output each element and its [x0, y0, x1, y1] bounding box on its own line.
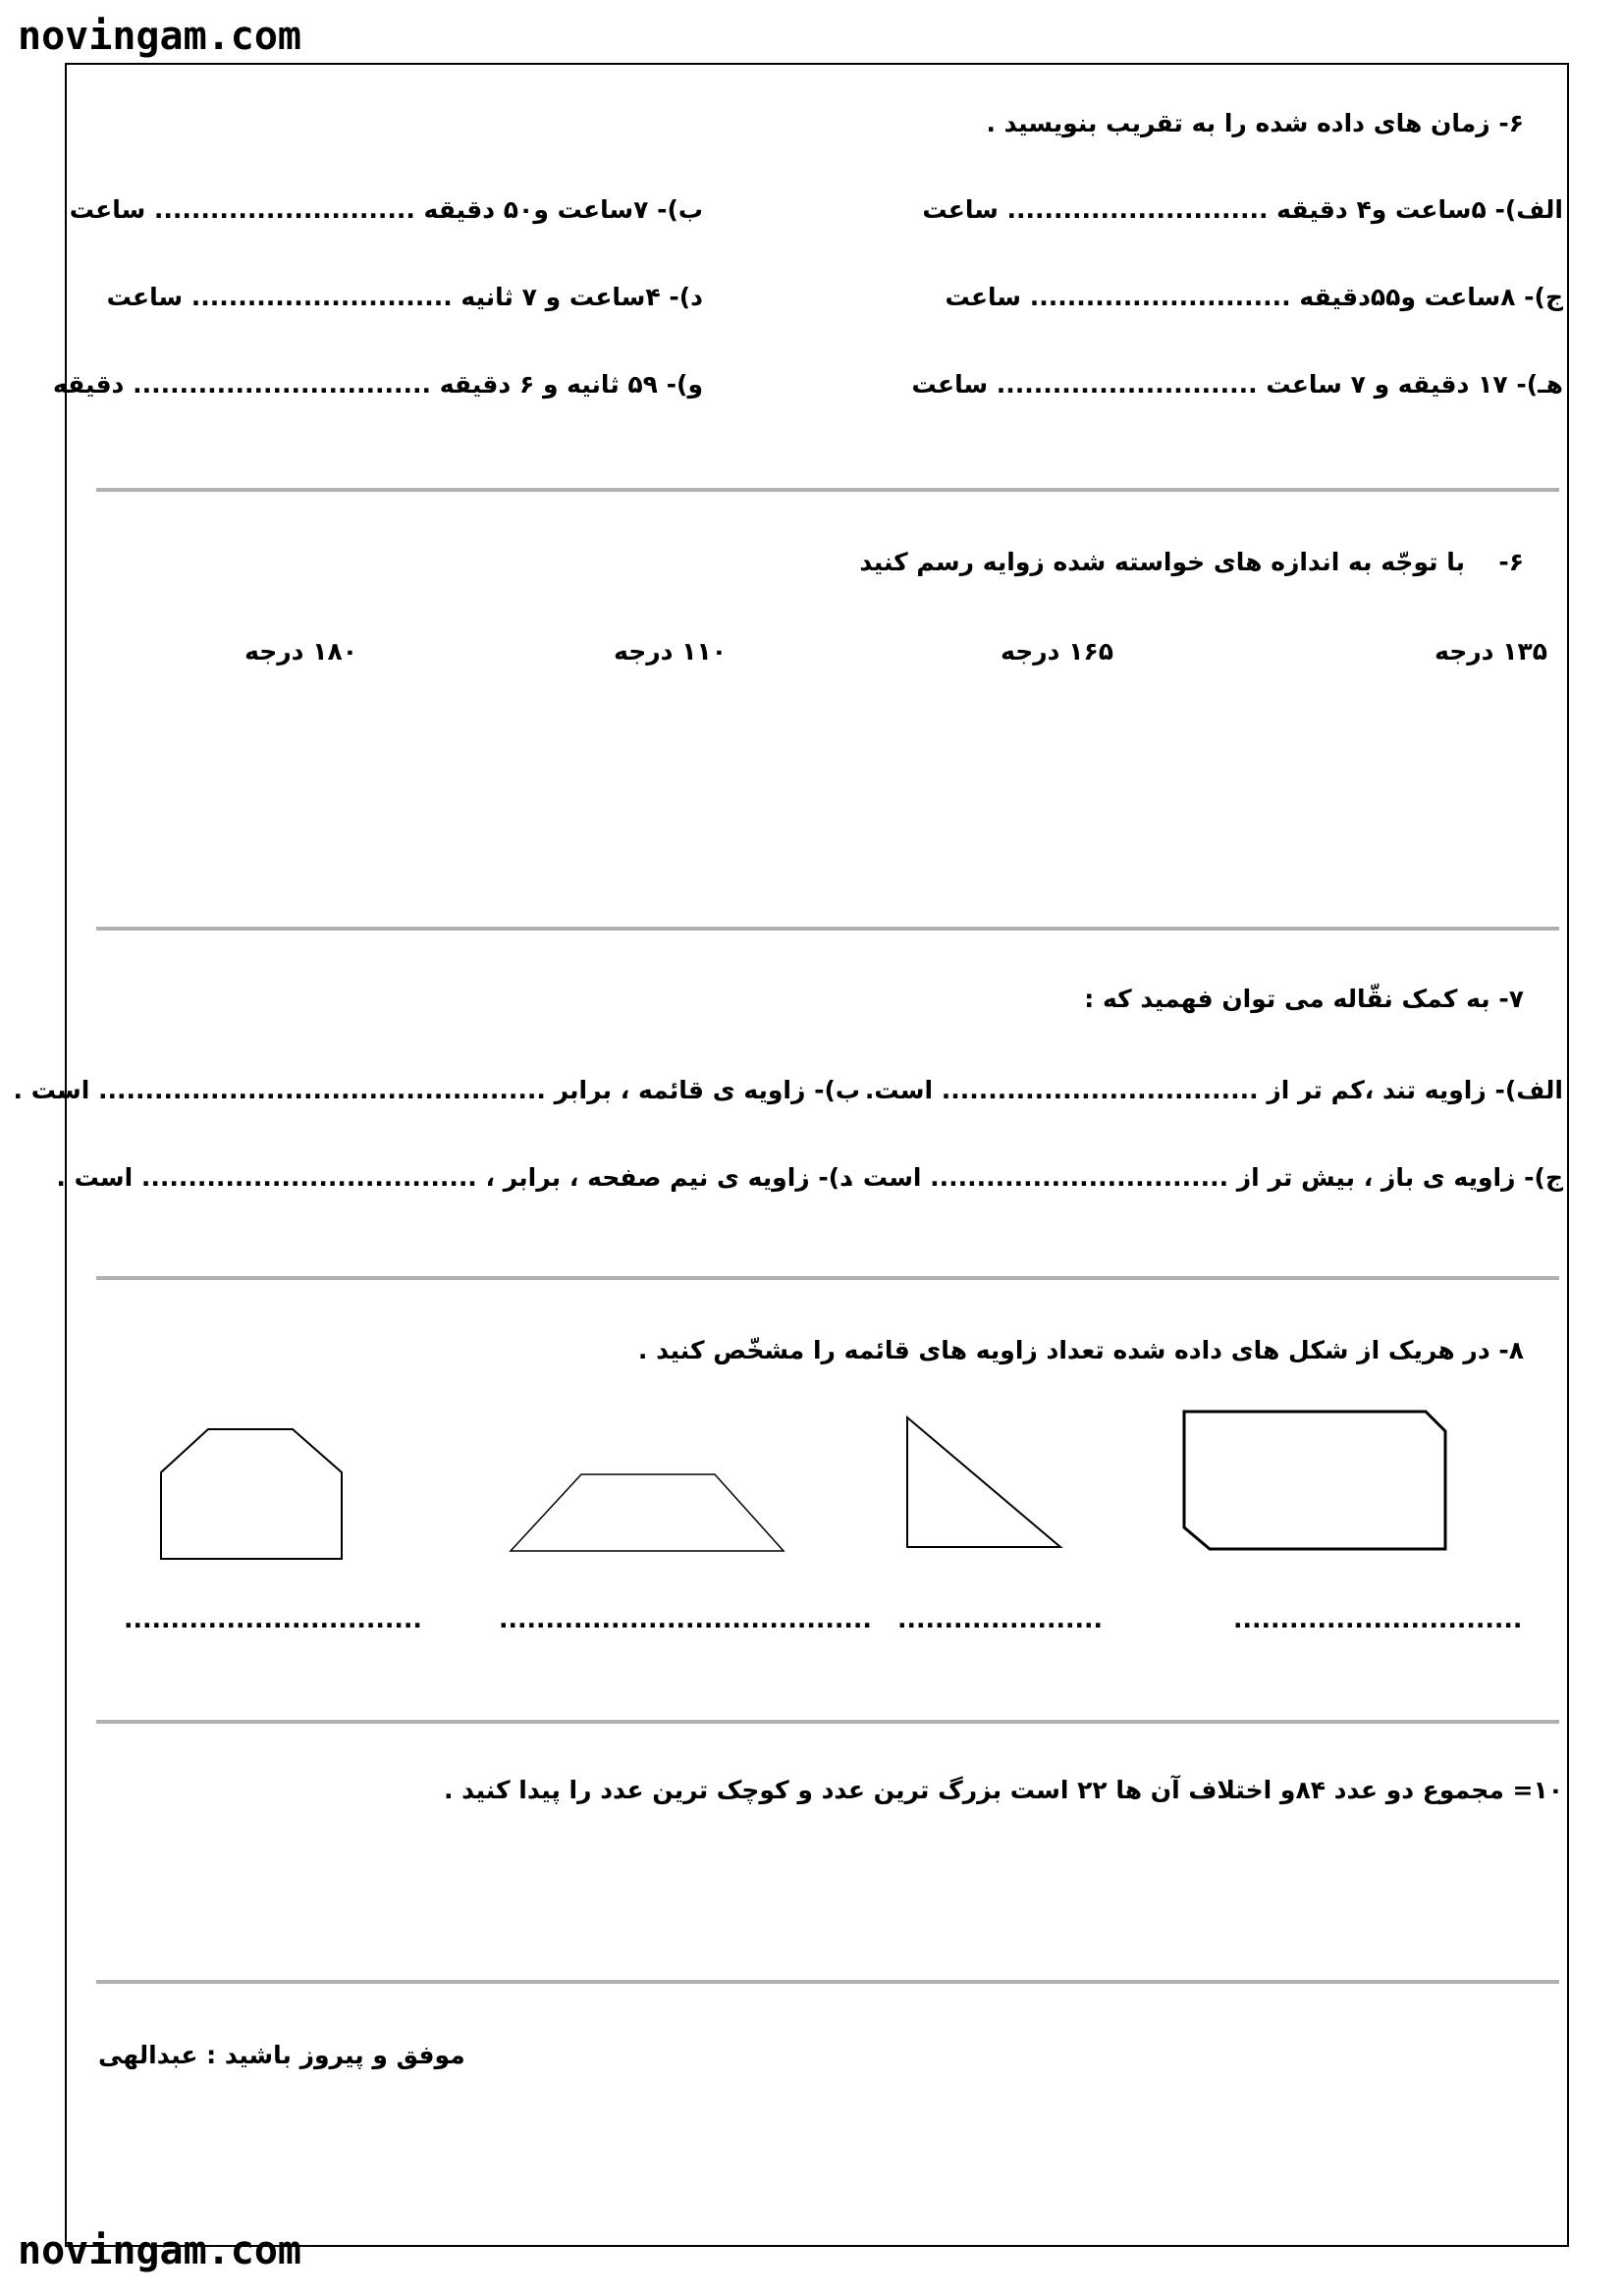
q8-blank-3: ........................................ — [499, 1605, 872, 1633]
q6b-heading: با توجّه به اندازه های خواسته شده زوایه رسم کنید — [859, 548, 1465, 576]
angle-180: ۱۸۰ درجه — [244, 637, 357, 666]
q6a-item-c: ج)- ۸ساعت و۵۵دقیقه ............................ ساعت — [945, 283, 1563, 311]
trapezoid-shape — [511, 1474, 784, 1551]
q6a-item-b: ب)- ۷ساعت و۵۰ دقیقه ............................ ساعت — [69, 195, 703, 224]
octagon-shape — [1184, 1412, 1445, 1549]
q8-heading: ۸- در هریک از شکل های داده شده تعداد زاویه های قائمه را مشخّص کنید . — [637, 1336, 1524, 1364]
angle-135: ۱۳۵ درجه — [1435, 637, 1547, 666]
q6b-number: ۶- — [1498, 548, 1524, 576]
q6a-item-a: الف)- ۵ساعت و۴ دقیقه ............................ ساعت — [922, 195, 1563, 224]
right-triangle-shape — [907, 1417, 1060, 1547]
q10-text: ۱۰= مجموع دو عدد ۸۴و اختلاف آن ها ۲۲ است بزرگ ترین عدد و کوچک ترین عدد را پیدا کنید . — [443, 1776, 1563, 1804]
q6a-heading: ۶- زمان های داده شده را به تقریب بنویسید . — [986, 109, 1524, 137]
angle-165: ۱۶۵ درجه — [1001, 637, 1113, 666]
q6a-item-d: د)- ۴ساعت و ۷ ثانیه ............................ ساعت — [106, 283, 703, 311]
q8-blank-4: ................................ — [124, 1605, 422, 1633]
q7-item-d: د)- زاویه ی نیم صفحه ، برابر ، .................................... است . — [56, 1163, 852, 1192]
q7-heading: ۷- به کمک نقّاله می توان فهمید که : — [1084, 985, 1524, 1013]
footer-signature: موفق و پیروز باشید : عبدالهی — [98, 2041, 465, 2069]
q6a-item-f: و)- ۵۹ ثانیه و ۶ دقیقه ................................ دقیقه — [52, 370, 703, 399]
angle-110: ۱۱۰ درجه — [614, 637, 727, 666]
divider-4 — [96, 1720, 1559, 1724]
house-pentagon-shape — [161, 1429, 342, 1559]
watermark-bottom: novingam.com — [18, 2228, 301, 2273]
q6a-item-e: هـ)- ۱۷ دقیقه و ۷ ساعت ............................ ساعت — [911, 370, 1563, 399]
q7-item-a: الف)- زاویه تند ،کم تر از .................................. است. — [864, 1076, 1563, 1104]
watermark-top: novingam.com — [18, 14, 301, 59]
divider-5 — [96, 1980, 1559, 1984]
q8-blank-1: ............................... — [1233, 1605, 1523, 1633]
q8-blank-2: ...................... — [897, 1605, 1103, 1633]
q7-item-b: ب)- زاویه ی قائمه ، برابر ................................................ است . — [13, 1076, 860, 1104]
q7-item-c: ج)- زاویه ی باز ، بیش تر از ................................ است . — [844, 1163, 1563, 1192]
